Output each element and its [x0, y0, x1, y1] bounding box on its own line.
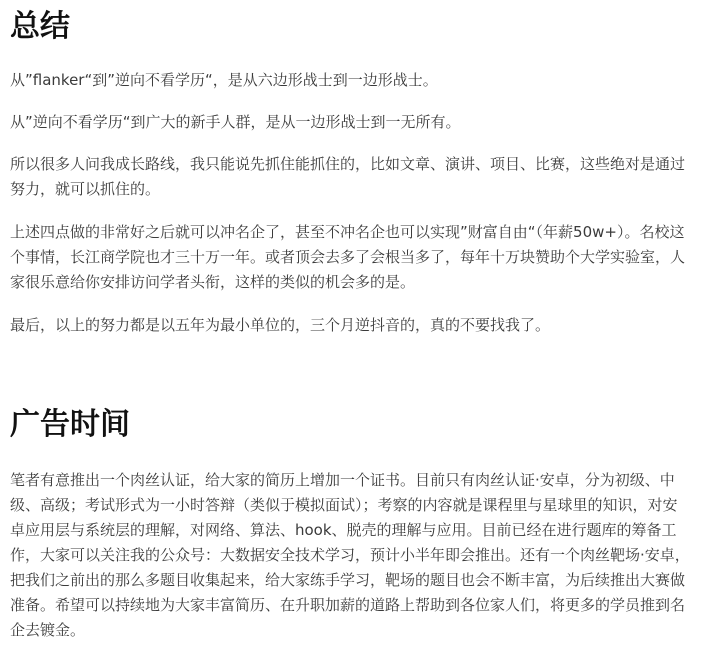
paragraph: 笔者有意推出一个肉丝认证，给大家的简历上增加一个证书。目前只有肉丝认证·安卓，分为初级、中级、高级；考试形式为一小时答辩（类似于模拟面试）；考察的内容就是课程里与星球里的知识，对安卓应用层与系统层的理解，对网络、算法、hook、脱壳的理解与应用。目前已经在进行题库的筹备工作，大家可以关注我的公众号：大数据安全技术学习，预计小半年即会推出。还有一个肉丝靶场·安卓，把我们之前出的那么多题目收集起来，给大家练手学习，靶场的题目也会不断丰富，为后续推出大赛做准备。希望可以持续地为大家丰富简历、在升职加薪的道路上帮助到各位家人们，将更多的学员推到名企去镀金。 — [10, 471, 690, 639]
paragraph: 所以很多人问我成长路线，我只能说先抓住能抓住的，比如文章、演讲、项目、比赛，这些绝对是通过努力，就可以抓住的。 — [10, 155, 686, 198]
paragraph: 上述四点做的非常好之后就可以冲名企了，甚至不冲名企也可以实现”财富自由“（年薪50w+）。名校这个事情，长江商学院也才三十万一年。或者顶会去多了会根当多了，每年十万块赞助个大学实验室，人家很乐意给你安排访问学者头衔，这样的类似的机会多的是。 — [10, 223, 686, 291]
paragraph: 最后，以上的努力都是以五年为最小单位的，三个月逆抖音的，真的不要找我了。 — [10, 316, 551, 334]
paragraph: 从”flanker“到”逆向不看学历“，是从六边形战士到一边形战士。 — [10, 71, 438, 89]
paragraph: 从”逆向不看学历“到广大的新手人群，是从一边形战士到一无所有。 — [10, 113, 461, 131]
section-heading-ads: 广告时间 — [10, 407, 130, 442]
section-heading-summary: 总结 — [10, 9, 70, 44]
